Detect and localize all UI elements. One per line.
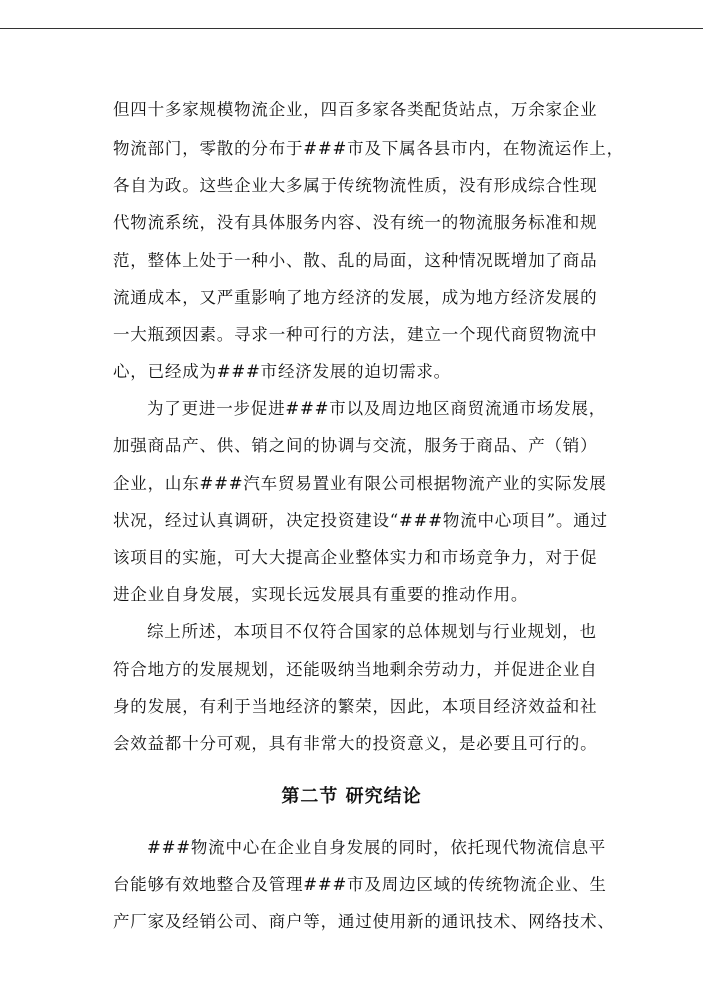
text-line: 进企业自身发展，实现长远发展具有重要的推动作用。	[113, 585, 529, 604]
text-line: 产厂家及经销公司、商户等，通过使用新的通讯技术、网络技术、	[113, 912, 615, 931]
text-line: 范，整体上处于一种小、散、乱的局面，这种情况既增加了商品	[113, 251, 598, 270]
text-line: 心，已经成为###市经济发展的迫切需求。	[113, 362, 451, 381]
header-rule	[0, 28, 703, 29]
text-line: 物流部门，零散的分布于###市及下属各县市内，在物流运作上，	[113, 139, 624, 158]
text-line: 状况，经过认真调研，决定投资建设“###物流中心项目”。通过	[113, 511, 608, 530]
text-line: 身的发展，有利于当地经济的繁荣，因此，本项目经济效益和社	[113, 697, 598, 716]
text-line: 流通成本，又严重影响了地方经济的发展，成为地方经济发展的	[113, 288, 598, 307]
text-line: 会效益都十分可观，具有非常大的投资意义，是必要且可行的。	[113, 734, 598, 753]
text-line: 一大瓶颈因素。寻求一种可行的方法，建立一个现代商贸物流中	[113, 325, 598, 344]
text-line: 符合地方的发展规划，还能吸纳当地剩余劳动力，并促进企业自	[113, 660, 598, 679]
text-line: 为了更进一步促进###市以及周边地区商贸流通市场发展，	[147, 399, 607, 418]
text-line: 加强商品产、供、销之间的协调与交流，服务于商品、产（销）	[113, 436, 598, 455]
text-line: 该项目的实施，可大大提高企业整体实力和市场竞争力，对于促	[113, 548, 598, 567]
text-line: 但四十多家规模物流企业，四百多家各类配货站点，万余家企业	[113, 100, 598, 119]
text-line: 代物流系统，没有具体服务内容、没有统一的物流服务标准和规	[113, 213, 598, 232]
section-heading: 第二节 研究结论	[281, 786, 422, 807]
text-line: 综上所述，本项目不仅符合国家的总体规划与行业规划，也	[147, 622, 597, 641]
text-line: 各自为政。这些企业大多属于传统物流性质，没有形成综合性现	[113, 176, 598, 195]
text-line: ###物流中心在企业自身发展的同时，依托现代物流信息平	[147, 838, 607, 857]
text-line: 企业，山东###汽车贸易置业有限公司根据物流产业的实际发展	[113, 474, 607, 493]
text-line: 台能够有效地整合及管理###市及周边区域的传统物流企业、生	[113, 875, 607, 894]
